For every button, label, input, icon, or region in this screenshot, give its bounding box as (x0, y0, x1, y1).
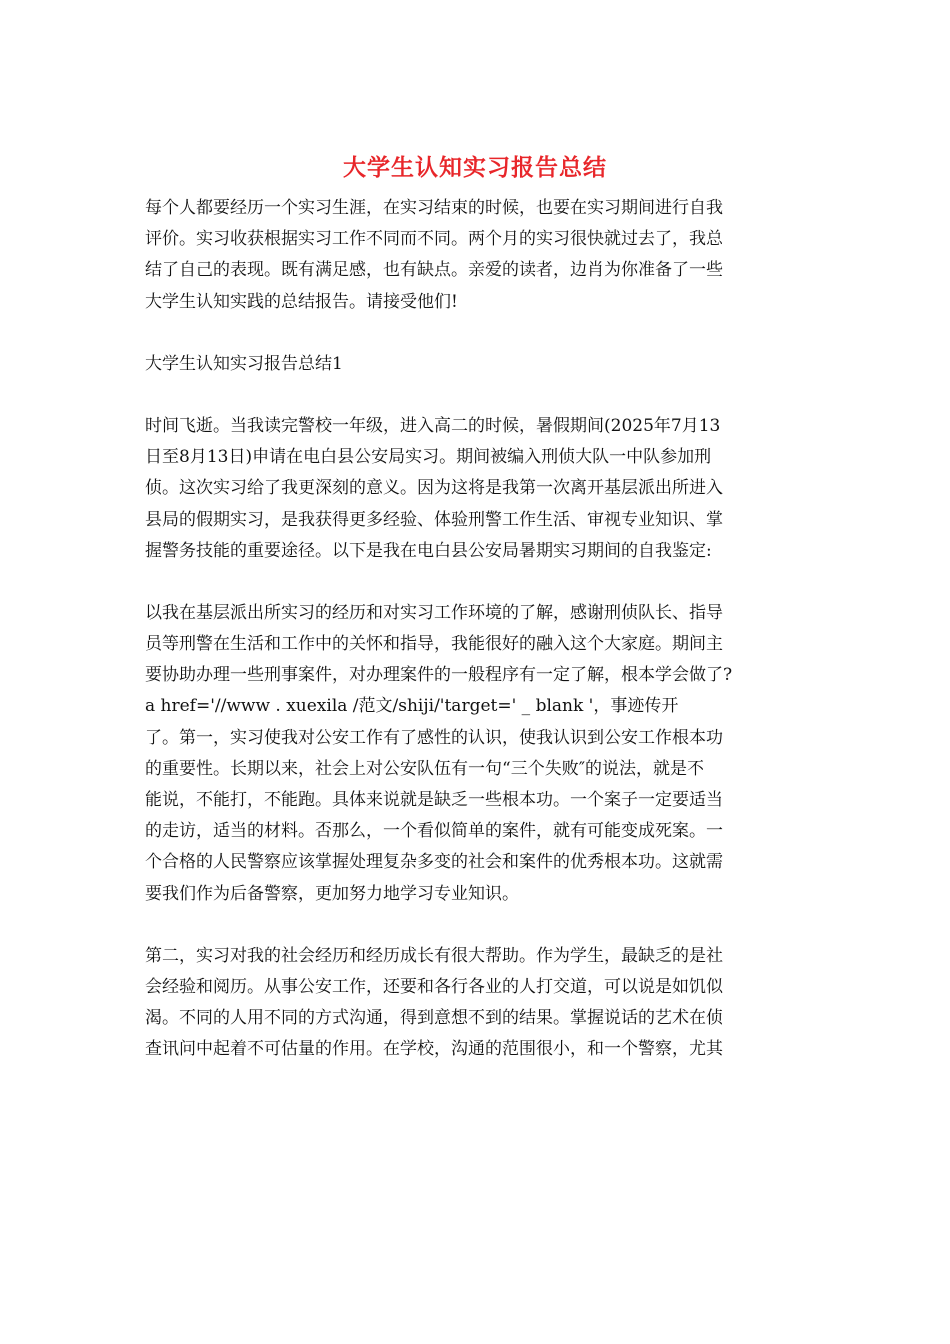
body-paragraph (145, 411, 805, 567)
body-paragraph (145, 941, 805, 1066)
text-line: 要我们作为后备警察，更加努力地学习专业知识。 (145, 883, 519, 904)
document-title: 大学生认知实习报告总结 (343, 154, 607, 181)
text-line: 日至8月13日)申请在电白县公安局实习。期间被编入刑侦大队一中队参加刑 (145, 447, 712, 468)
intro-paragraph (145, 193, 805, 318)
text-line: 个合格的人民警察应该掌握处理复杂多变的社会和案件的优秀根本功。这就需 (145, 852, 723, 873)
document-body (145, 193, 805, 1097)
text-line: 第二，实习对我的社会经历和经历成长有很大帮助。作为学生，最缺乏的是社 (145, 945, 723, 966)
text-line: 渴。不同的人用不同的方式沟通，得到意想不到的结果。掌握说话的艺术在侦 (145, 1008, 723, 1029)
text-line: 结了自己的表现。既有满足感，也有缺点。亲爱的读者，边肖为你准备了一些 (145, 260, 723, 281)
text-line: 侦。这次实习给了我更深刻的意义。因为这将是我第一次离开基层派出所进入 (145, 478, 723, 499)
text-line: 评价。实习收获根据实习工作不同而不同。两个月的实习很快就过去了，我总 (145, 229, 723, 250)
section-heading (145, 349, 805, 380)
text-line: 查讯问中起着不可估量的作用。在学校，沟通的范围很小，和一个警察，尤其 (145, 1039, 723, 1060)
section-heading-text: 大学生认知实习报告总结1 (145, 353, 343, 374)
text-line: 大学生认知实践的总结报告。请接受他们! (145, 291, 458, 312)
text-line: a href='//www . xuexila /范文/shiji/'target=' _ blank '，事迹传开 (145, 696, 679, 717)
text-line: 的重要性。长期以来，社会上对公安队伍有一句“三个失败″的说法，就是不 (145, 758, 705, 779)
text-line: 时间飞逝。当我读完警校一年级，进入高二的时候，暑假期间(2025年7月13 (145, 415, 721, 436)
text-line: 了。第一，实习使我对公安工作有了感性的认识，使我认识到公安工作根本功 (145, 727, 723, 748)
text-line: 员等刑警在生活和工作中的关怀和指导，我能很好的融入这个大家庭。期间主 (145, 634, 723, 655)
text-line: 每个人都要经历一个实习生涯，在实习结束的时候，也要在实习期间进行自我 (145, 198, 723, 218)
text-line: 能说，不能打，不能跑。具体来说就是缺乏一些根本功。一个案子一定要适当 (145, 790, 723, 810)
body-paragraph (145, 598, 805, 910)
text-line: 的走访，适当的材料。否那么，一个看似简单的案件，就有可能变成死案。一 (145, 821, 723, 842)
text-line: 以我在基层派出所实习的经历和对实习工作环境的了解，感谢刑侦队长、指导 (145, 602, 723, 623)
text-line: 会经验和阅历。从事公安工作，还要和各行各业的人打交道，可以说是如饥似 (145, 976, 723, 997)
text-line: 要协助办理一些刑事案件，对办理案件的一般程序有一定了解，根本学会做了? (145, 665, 733, 686)
text-line: 县局的假期实习，是我获得更多经验、体验刑警工作生活、审视专业知识、掌 (145, 509, 723, 530)
text-line: 握警务技能的重要途径。以下是我在电白县公安局暑期实习期间的自我鉴定: (145, 540, 712, 561)
